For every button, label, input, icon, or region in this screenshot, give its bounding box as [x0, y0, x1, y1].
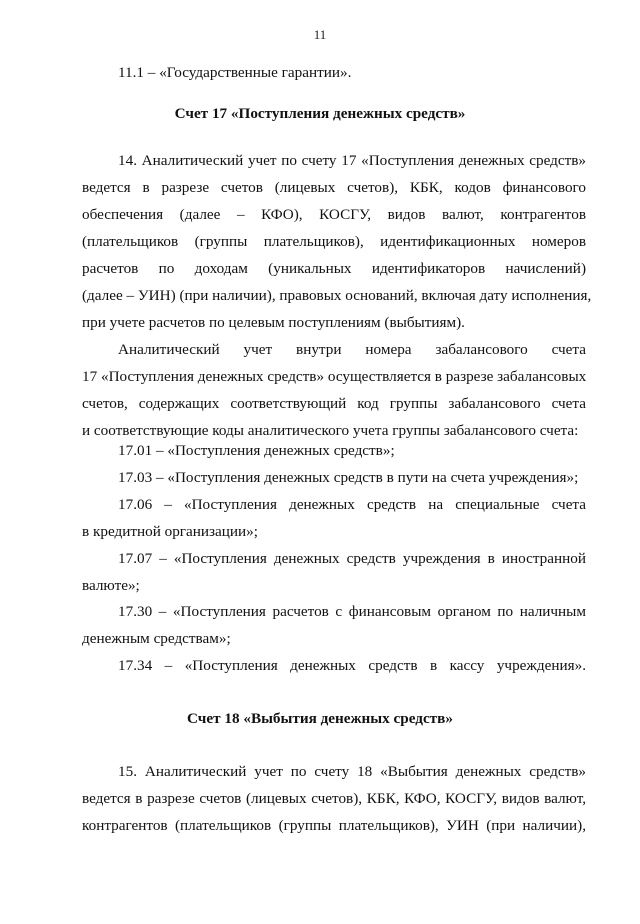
item-17-30-cont: денежным средствам»; [82, 630, 231, 647]
item-17-06: 17.06 – «Поступления денежных средств на специальные счета [118, 496, 586, 513]
section-17-heading: Счет 17 «Поступления денежных средств» [174, 105, 466, 122]
paragraph-15-line: ведется в разрезе счетов (лицевых счетов), КБК, КФО, КОСГУ, видов валют, [82, 790, 586, 807]
paragraph-14-line: 14. Аналитический учет по счету 17 «Поступления денежных средств» [118, 152, 586, 169]
page-number: 11 [313, 27, 327, 42]
item-17-34: 17.34 – «Поступления денежных средств в кассу учреждения». [118, 657, 586, 674]
paragraph-14-line: при учете расчетов по целевым поступлениям (выбытиям). [82, 314, 465, 331]
offbalance-paragraph-line: 17 «Поступления денежных средств» осуществляется в разрезе забалансовых [82, 368, 587, 385]
paragraph-14-line: обеспечения (далее – КФО), КОСГУ, видов валют, контрагентов [82, 206, 586, 223]
offbalance-paragraph-line: Аналитический учет внутри номера забалансового счета [118, 341, 586, 358]
item-17-30: 17.30 – «Поступления расчетов с финансовым органом по наличным [118, 603, 586, 620]
offbalance-paragraph-line: и соответствующие коды аналитического учета группы забалансового счета: [82, 422, 579, 439]
item-17-07-cont: валюте»; [82, 577, 140, 594]
section-18-heading: Счет 18 «Выбытия денежных средств» [187, 710, 453, 727]
paragraph-14-line: ведется в разрезе счетов (лицевых счетов), КБК, кодов финансового [82, 179, 586, 196]
item-11-1: 11.1 – «Государственные гарантии». [118, 64, 352, 81]
item-17-06-cont: в кредитной организации»; [82, 523, 258, 540]
offbalance-paragraph-line: счетов, содержащих соответствующий код группы забалансового счета [82, 395, 586, 412]
item-17-03: 17.03 – «Поступления денежных средств в пути на счета учреждения»; [118, 469, 579, 486]
paragraph-15-line: контрагентов (плательщиков (группы плательщиков), УИН (при наличии), [82, 817, 586, 834]
paragraph-14-line: расчетов по доходам (уникальных идентификаторов начислений) [82, 260, 586, 277]
item-17-01: 17.01 – «Поступления денежных средств»; [118, 442, 395, 459]
paragraph-15-line: 15. Аналитический учет по счету 18 «Выбытия денежных средств» [118, 763, 586, 780]
paragraph-14-line: (далее – УИН) (при наличии), правовых оснований, включая дату исполнения, [82, 287, 592, 304]
paragraph-14-line: (плательщиков (группы плательщиков), идентификационных номеров [82, 233, 586, 250]
item-17-07: 17.07 – «Поступления денежных средств учреждения в иностранной [118, 550, 586, 567]
